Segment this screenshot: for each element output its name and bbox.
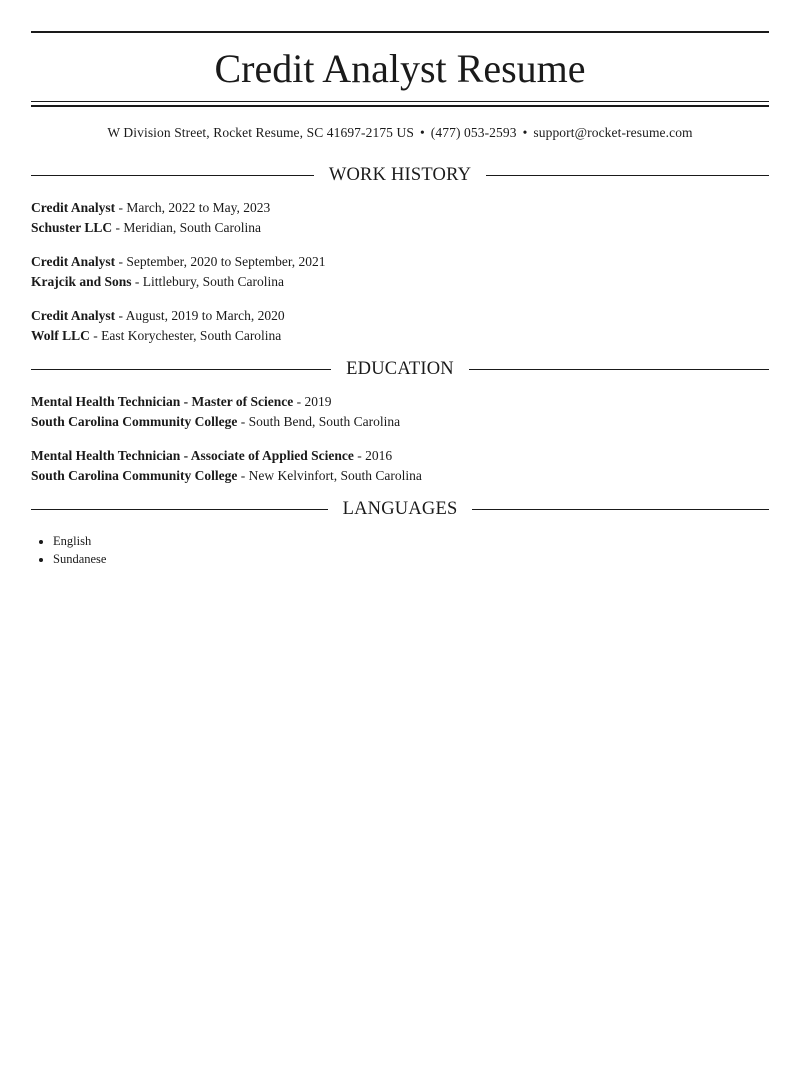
heading-rule-right [486, 175, 769, 176]
work-history-title: WORK HISTORY [328, 164, 472, 185]
work-entry [31, 252, 769, 292]
education-heading [31, 356, 769, 382]
work-entry [31, 198, 769, 238]
work-location: - Littlebury, South Carolina [131, 274, 285, 289]
education-degree: Mental Health Technician - Master of Science [31, 394, 294, 409]
language-item: • English [53, 532, 769, 550]
heading-rule-right [472, 509, 769, 510]
education-degree: Mental Health Technician - Associate of Applied Science [31, 448, 354, 463]
contact-address: W Division Street, Rocket Resume, SC 41697-2175 US [107, 125, 414, 140]
education-school: South Carolina Community College [31, 468, 238, 483]
contact-phone: (477) 053-2593 [430, 125, 517, 140]
education-year: - 2019 [293, 394, 332, 409]
education-entry [31, 392, 769, 432]
work-entry-title-line [31, 252, 769, 272]
education-school-line [31, 466, 769, 486]
education-location: - South Bend, South Carolina [237, 414, 401, 429]
work-company: Krajcik and Sons [31, 274, 132, 289]
page-title: Credit Analyst Resume [214, 46, 586, 91]
work-entry [31, 306, 769, 346]
heading-rule-left [31, 175, 314, 176]
language-item: • Sundanese [53, 550, 769, 568]
work-role: Credit Analyst [31, 200, 116, 215]
work-company: Schuster LLC [31, 220, 113, 235]
work-dates: - September, 2020 to September, 2021 [115, 254, 326, 269]
work-dates: - August, 2019 to March, 2020 [115, 308, 285, 323]
work-entry-title-line [31, 306, 769, 326]
work-dates: - March, 2022 to May, 2023 [115, 200, 271, 215]
education-location: - New Kelvinfort, South Carolina [237, 468, 422, 483]
work-role: Credit Analyst [31, 308, 116, 323]
work-entry-company-line [31, 326, 769, 346]
education-entry [31, 446, 769, 486]
work-entry-title-line [31, 198, 769, 218]
top-rule [31, 31, 769, 33]
work-company: Wolf LLC [31, 328, 90, 343]
title-double-rule [31, 101, 769, 107]
work-entry-company-line [31, 218, 769, 238]
contact-line [31, 124, 769, 142]
education-school: South Carolina Community College [31, 414, 238, 429]
work-history-heading [31, 162, 769, 188]
education-degree-line [31, 392, 769, 412]
languages-list [31, 532, 769, 568]
heading-rule-left [31, 369, 331, 370]
education-title: EDUCATION [346, 358, 454, 379]
resume-page [0, 31, 800, 1066]
education-school-line [31, 412, 769, 432]
work-role: Credit Analyst [31, 254, 116, 269]
contact-separator: • [522, 125, 528, 140]
heading-rule-right [469, 369, 769, 370]
work-location: - East Korychester, South Carolina [89, 328, 282, 343]
contact-separator: • [419, 125, 425, 140]
work-entry-company-line [31, 272, 769, 292]
education-year: - 2016 [353, 448, 393, 463]
languages-heading [31, 496, 769, 522]
work-location: - Meridian, South Carolina [112, 220, 261, 235]
contact-email: support@rocket-resume.com [533, 125, 693, 140]
heading-rule-left [31, 509, 328, 510]
education-degree-line [31, 446, 769, 466]
languages-title: LANGUAGES [342, 498, 458, 519]
